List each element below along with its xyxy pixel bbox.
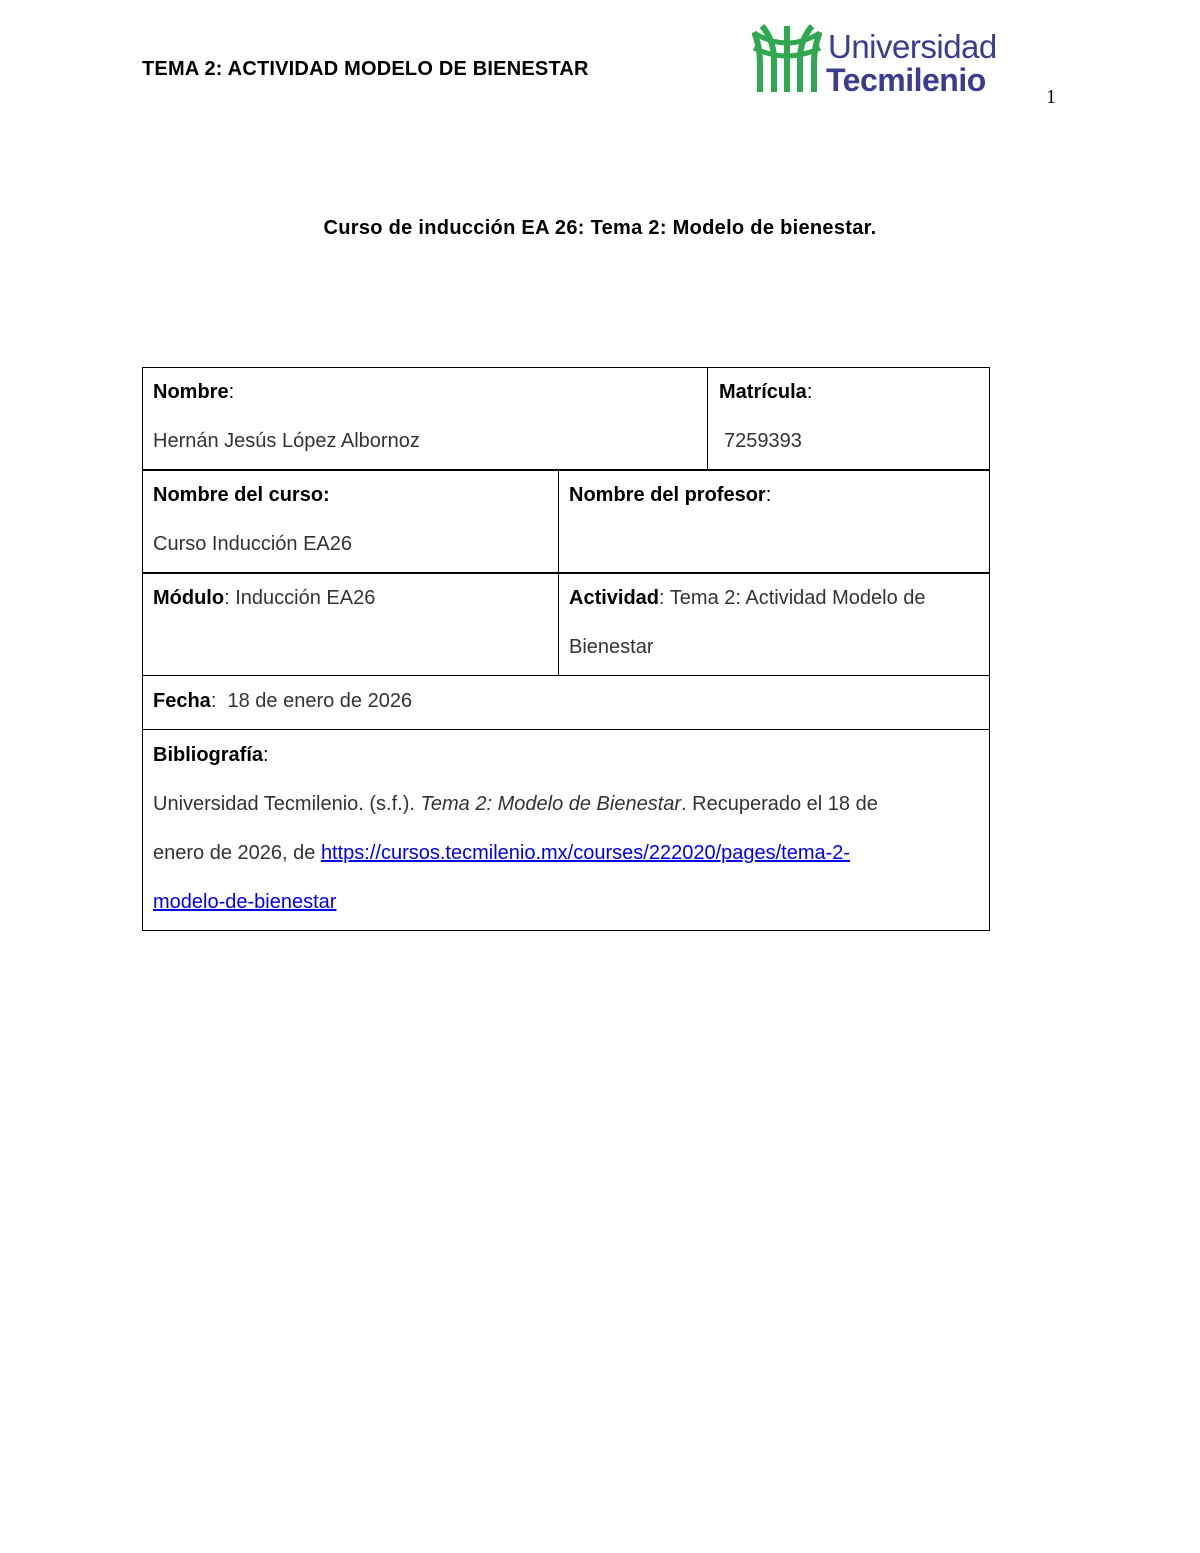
page-number: 1 [1046, 86, 1056, 108]
bib-retrieved: . Recuperado el 18 de [681, 793, 878, 815]
logo-text-tecmilenio: Tecmilenio [826, 62, 986, 98]
cell-matricula: Matrícula: 7259393 [709, 368, 989, 466]
cell-modulo: Módulo: Inducción EA26 [153, 587, 376, 609]
nombre-label: Nombre [153, 381, 229, 403]
cell-profesor: Nombre del profesor: [569, 484, 772, 506]
bib-url-link[interactable]: https://cursos.tecmilenio.mx/courses/222020/pages/tema-2- [320, 842, 851, 864]
matricula-value: 7259393 [724, 430, 802, 452]
running-header-title: TEMA 2: ACTIVIDAD MODELO DE BIENESTAR [142, 58, 589, 80]
actividad-label: Actividad [569, 587, 660, 609]
bib-author: Universidad Tecmilenio. (s.f.). [153, 793, 415, 815]
fecha-value: 18 de enero de 2026 [227, 690, 413, 712]
cell-bibliografia: Bibliografía: Universidad Tecmilenio. (s.f.). Tema 2: Modelo de Bienestar. Recuperado el 18 de enero de 2026, de https://cursos.tecmilenio.mx/courses/222020/pages/tema-2- modelo-de-bienestar [153, 744, 878, 913]
column-divider [707, 368, 708, 470]
bib-url-link-continued[interactable]: modelo-de-bienestar [153, 891, 337, 913]
logo-text-universidad: Universidad [828, 28, 997, 65]
cell-nombre: Nombre: Hernán Jesús López Albornoz [143, 368, 707, 466]
document-title: Curso de inducción EA 26: Tema 2: Modelo de bienestar. [323, 217, 877, 239]
cell-fecha: Fecha: 18 de enero de 2026 [153, 690, 413, 712]
actividad-value-line1: Tema 2: Actividad Modelo de [669, 587, 926, 609]
nombre-value: Hernán Jesús López Albornoz [153, 430, 420, 452]
tecmilenio-logo [752, 24, 1002, 96]
cell-curso [143, 471, 558, 569]
bibliografia-label: Bibliografía [153, 744, 264, 766]
profesor-label: Nombre del profesor [569, 484, 766, 506]
row-divider [143, 675, 989, 676]
modulo-label: Módulo [153, 587, 225, 609]
fecha-label: Fecha [153, 690, 211, 712]
tecmilenio-symbol-icon [752, 24, 822, 94]
matricula-label: Matrícula [719, 381, 807, 403]
row-divider [143, 729, 989, 730]
bib-title: Tema 2: Modelo de Bienestar [420, 793, 682, 815]
curso-label: Nombre del curso: [153, 484, 330, 506]
actividad-value-line2: Bienestar [569, 636, 654, 658]
modulo-value: Inducción EA26 [235, 587, 376, 609]
student-info-table [142, 367, 990, 931]
bib-retrieved-date: enero de 2026, de [153, 842, 316, 864]
cell-actividad: Actividad: Tema 2: Actividad Modelo de Bienestar [559, 574, 989, 672]
curso-value: Curso Inducción EA26 [153, 533, 353, 555]
